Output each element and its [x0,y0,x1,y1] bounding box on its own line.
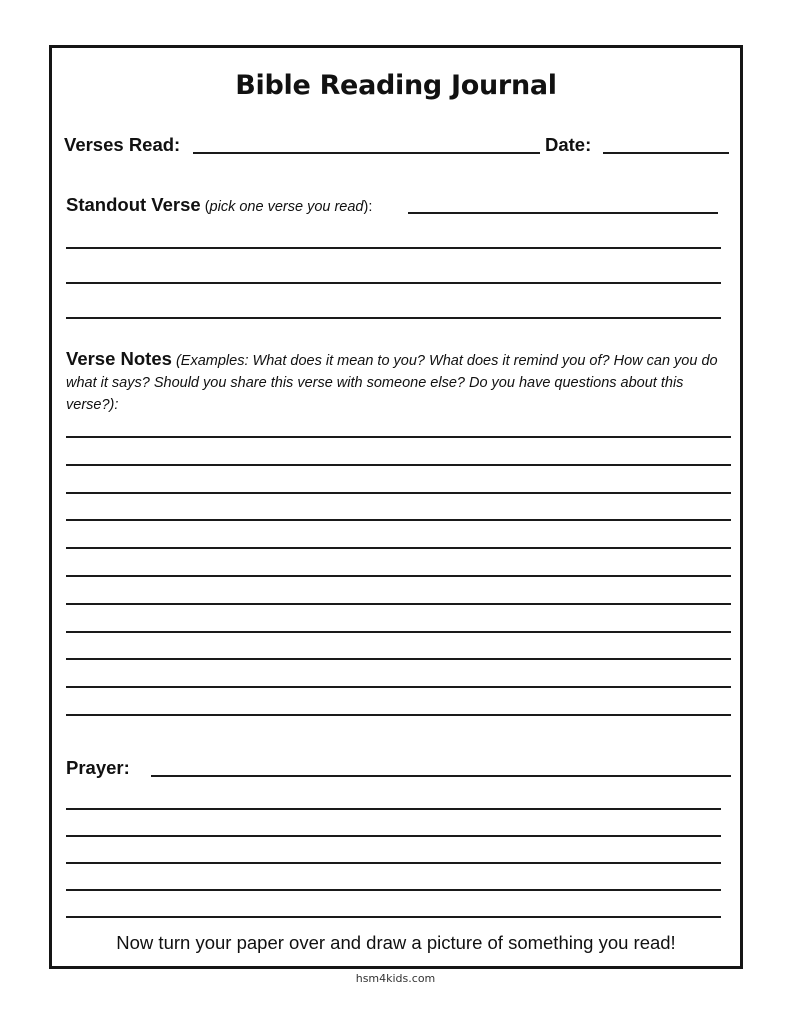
date-label: Date: [545,134,592,155]
standout-verse-line[interactable] [66,247,721,249]
verse-notes-line[interactable] [66,519,731,521]
standout-verse-field[interactable] [408,212,718,214]
prayer-line[interactable] [66,808,721,810]
verse-notes-line[interactable] [66,464,731,466]
footer-message: Now turn your paper over and draw a picture of something you read! [116,932,676,953]
verses-read-field[interactable] [193,152,540,154]
standout-verse-label: Standout Verse [66,194,201,215]
prayer-label: Prayer: [66,757,130,778]
verses-read-label: Verses Read: [64,134,181,155]
standout-verse-line[interactable] [66,282,721,284]
standout-verse-heading: Standout Verse (pick one verse you read): [66,194,373,215]
prayer-field[interactable] [151,775,731,777]
verse-notes-line[interactable] [66,631,731,633]
page-title: Bible Reading Journal [235,70,557,101]
verse-notes-line[interactable] [66,575,731,577]
prayer-line[interactable] [66,862,721,864]
prayer-line[interactable] [66,835,721,837]
verse-notes-line[interactable] [66,686,731,688]
verse-notes-line[interactable] [66,436,731,438]
standout-verse-line[interactable] [66,317,721,319]
verse-notes-line[interactable] [66,492,731,494]
verse-notes-label: Verse Notes [66,348,172,369]
standout-verse-hint: pick one verse you read [209,199,364,215]
date-field[interactable] [603,152,729,154]
worksheet-frame [49,45,743,969]
verse-notes-line[interactable] [66,714,731,716]
verse-notes-line[interactable] [66,603,731,605]
prayer-line[interactable] [66,916,721,918]
verse-notes-line[interactable] [66,658,731,660]
verse-notes-hint: (Examples: What does it mean to you? What does it remind you of? How can you do what it says? Should you share this verse with someone else? Do you have questions about this verse?): [66,353,718,413]
verse-notes-heading [66,348,728,416]
site-credit: hsm4kids.com [355,972,436,985]
prayer-line[interactable] [66,889,721,891]
verse-notes-line[interactable] [66,547,731,549]
